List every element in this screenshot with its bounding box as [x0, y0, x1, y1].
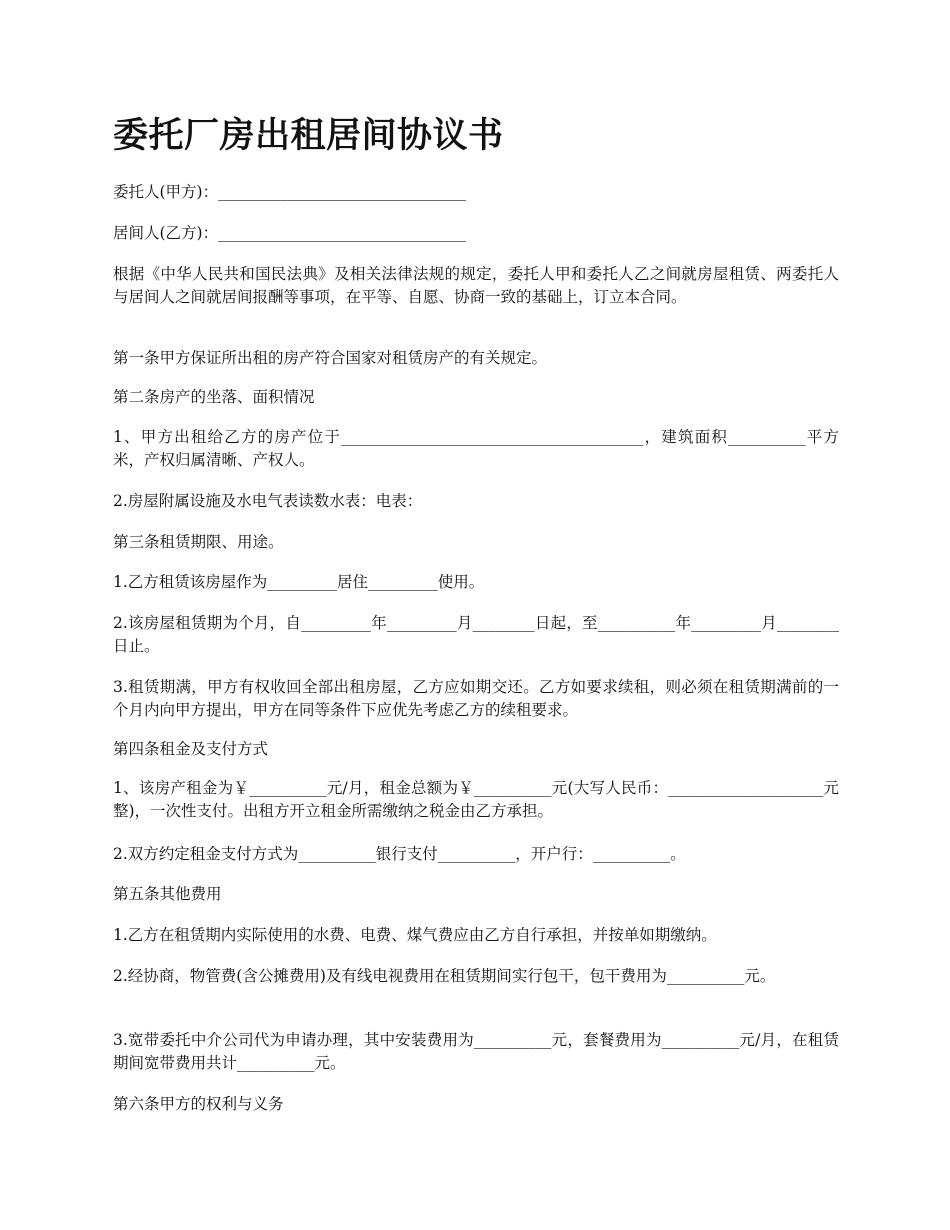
paragraph-principal-a: 委托人(甲方)：________________________________	[113, 183, 467, 201]
paragraph-article-5-item-1: 1.乙方在租赁期内实际使用的水费、电费、煤气费应由乙方自行承担，并按单如期缴纳。	[113, 926, 717, 944]
paragraph-article-4-item-2: 2.双方约定租金支付方式为__________银行支付__________，开户行：__________。	[113, 845, 686, 863]
paragraph-article-6-heading: 第六条甲方的权利与义务	[113, 1095, 284, 1113]
paragraph-article-5-item-2: 2.经协商，物管费(含公摊费用)及有线电视费用在租赁期间实行包干，包干费用为__________元。	[113, 967, 776, 985]
document-title: 委托厂房出租居间协议书	[113, 116, 504, 156]
paragraph-article-5-item-3: 3.宽带委托中介公司代为申请办理，其中安装费用为__________元，套餐费用为__________元/月，在租赁期间宽带费用共计__________元。	[113, 1031, 839, 1072]
paragraph-article-1: 第一条甲方保证所出租的房产符合国家对租赁房产的有关规定。	[113, 349, 548, 367]
paragraph-article-4-item-1: 1、该房产租金为￥__________元/月，租金总额为￥__________元(大写人民币：____________________元整)，一次性支付。出租方开立租金所需缴纳之税金由乙方承担。	[113, 779, 839, 820]
paragraph-intermediary-b: 居间人(乙方)：________________________________	[113, 224, 467, 242]
paragraph-article-3-item-1: 1.乙方租赁该房屋作为_________居住_________使用。	[113, 573, 485, 591]
paragraph-preamble: 根据《中华人民共和国民法典》及相关法律法规的规定，委托人甲和委托人乙之间就房屋租赁、两委托人与居间人之间就居间报酬等事项，在平等、自愿、协商一致的基础上，订立本合同。	[113, 265, 839, 306]
paragraph-article-3-item-2: 2.该房屋租赁期为个月，自_________年_________月________日起，至__________年_________月________日止。	[113, 614, 839, 655]
paragraph-article-2-item-1: 1、甲方出租给乙方的房产位于_______________________________________，建筑面积__________平方米，产权归属清晰、产权人。	[113, 428, 839, 469]
paragraph-article-3-heading: 第三条租赁期限、用途。	[113, 533, 284, 551]
paragraph-article-4-heading: 第四条租金及支付方式	[113, 740, 269, 758]
paragraph-article-5-heading: 第五条其他费用	[113, 885, 222, 903]
paragraph-article-3-item-3: 3.租赁期满，甲方有权收回全部出租房屋，乙方应如期交还。乙方如要求续租，则必须在租赁期满前的一个月内向甲方提出，甲方在同等条件下应优先考虑乙方的续租要求。	[113, 678, 839, 719]
paragraph-article-2-item-2: 2.房屋附属设施及水电气表读数水表：电表：	[113, 492, 423, 510]
paragraph-article-2-heading: 第二条房产的坐落、面积情况	[113, 388, 315, 406]
